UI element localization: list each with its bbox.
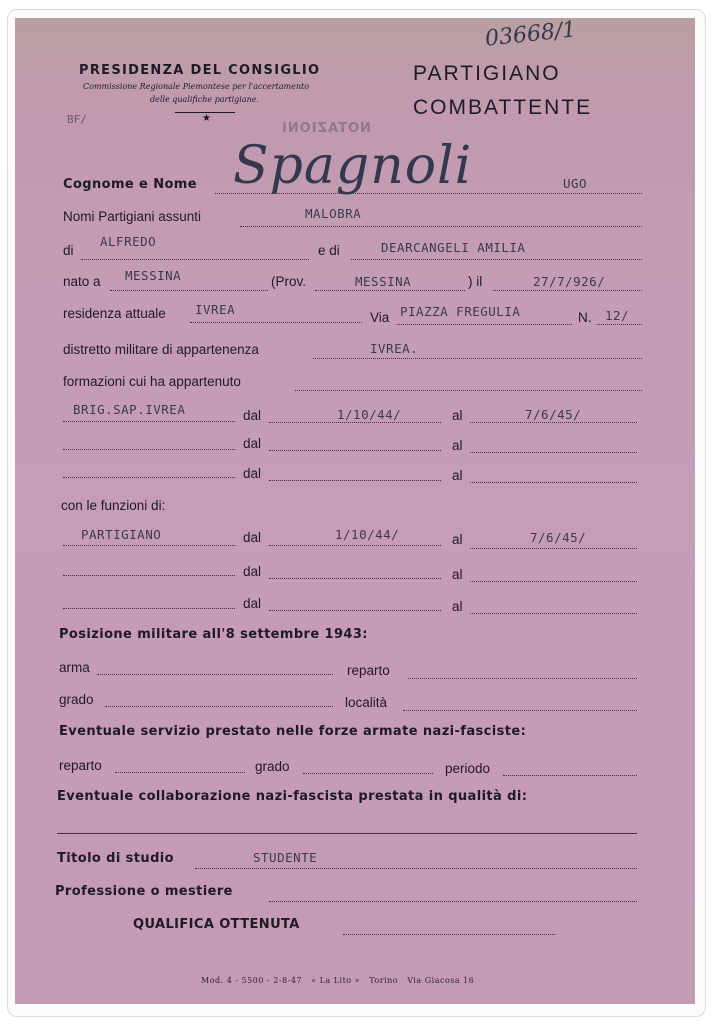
first-name-value: UGO	[563, 176, 588, 191]
qualification-line	[343, 934, 555, 935]
org-commission: Commissione Regionale Piemontese per l'accertamento	[83, 82, 310, 91]
locality-label: località	[345, 695, 388, 710]
function-2-from-label: dal	[243, 564, 262, 579]
rank-line	[105, 706, 333, 707]
function-3-to-line	[470, 613, 637, 614]
functions-label: con le funzioni di:	[61, 498, 166, 513]
street-value: PIAZZA FREGULIA	[400, 304, 521, 319]
card-title-line2: COMBATTENTE	[413, 96, 593, 119]
unit-label: reparto	[347, 663, 390, 678]
footer-printer: « La Lito »	[311, 976, 361, 985]
birthdate-label: ) il	[468, 274, 483, 289]
card-title-line1: PARTIGIANO	[413, 62, 561, 85]
formation-2-from-line	[269, 450, 441, 451]
surname-name-label: Cognome e Nome	[63, 177, 197, 192]
formation-1-value: BRIG.SAP.IVREA	[73, 402, 186, 417]
footer-model	[201, 976, 474, 985]
function-2-from-line	[269, 578, 441, 579]
partisan-names-label: Nomi Partigiani assunti	[63, 209, 202, 224]
surname-value: Spagnoli	[233, 136, 473, 196]
formation-2-from-label: dal	[243, 436, 262, 451]
father-value: ALFREDO	[100, 234, 157, 249]
function-1-to-label: al	[452, 532, 463, 547]
formation-2-to-label: al	[452, 438, 463, 453]
footer-address: Via Giacosa 16	[407, 976, 475, 985]
district-value: IVREA.	[370, 341, 419, 356]
birthdate-value: 27/7/926/	[533, 274, 606, 289]
formation-1-from-label: dal	[243, 408, 262, 423]
service-period-label: periodo	[445, 761, 491, 776]
locality-line	[403, 710, 637, 711]
function-3-line	[63, 608, 235, 609]
formation-2-line	[63, 449, 235, 450]
org-name: PRESIDENZA DEL CONSIGLIO	[79, 63, 321, 78]
number-label: N.	[578, 310, 592, 325]
residence-label: residenza attuale	[63, 306, 166, 321]
function-3-from-label: dal	[243, 596, 262, 611]
service-unit-line	[115, 772, 245, 773]
study-title-value: STUDENTE	[253, 850, 318, 865]
function-1-from-label: dal	[243, 530, 262, 545]
formation-1-from-line	[269, 422, 441, 423]
mother-line	[351, 259, 642, 260]
number-value: 12/	[605, 308, 630, 323]
formation-3-from-label: dal	[243, 466, 262, 481]
function-3-from-line	[269, 610, 441, 611]
function-3-to-label: al	[452, 599, 463, 614]
serial-number: 03668/1	[483, 17, 578, 52]
qualification-label: QUALIFICA OTTENUTA	[133, 917, 300, 932]
father-label: di	[63, 243, 74, 258]
formation-3-line	[63, 477, 235, 478]
study-title-line	[195, 868, 637, 869]
arm-label: arma	[59, 660, 90, 675]
collaboration-label: Eventuale collaborazione nazi-fascista prestata in qualità di:	[57, 789, 528, 804]
partisan-names-line	[240, 226, 642, 227]
function-1-to-value: 7/6/45/	[530, 530, 587, 545]
mother-value: DEARCANGELI AMILIA	[381, 240, 526, 255]
street-line	[397, 324, 572, 325]
profession-label: Professione o mestiere	[55, 884, 233, 899]
residence-value: IVREA	[195, 302, 236, 317]
function-1-from-value: 1/10/44/	[335, 527, 400, 542]
partisan-card	[15, 18, 695, 1004]
function-1-value: PARTIGIANO	[81, 527, 162, 542]
service-rank-line	[303, 773, 433, 774]
district-label: distretto militare di appartenenza	[63, 342, 259, 357]
collaboration-line	[57, 833, 637, 834]
birthdate-line	[493, 290, 642, 291]
service-period-line	[503, 775, 637, 776]
partisan-name-value: MALOBRA	[305, 206, 362, 221]
footer-mod: Mod. 4 - 5500 - 2-8-47	[201, 976, 303, 985]
formation-1-to-label: al	[452, 408, 463, 423]
service-unit-label: reparto	[59, 758, 102, 773]
number-line	[597, 324, 642, 325]
born-line	[110, 290, 268, 291]
formation-3-to-line	[470, 482, 637, 483]
formation-3-from-line	[269, 480, 441, 481]
formations-line	[295, 390, 642, 391]
formations-label: formazioni cui ha appartenuto	[63, 374, 241, 389]
father-line	[81, 259, 309, 260]
ref-code: BF/	[67, 113, 87, 126]
province-label: (Prov.	[271, 274, 307, 289]
province-value: MESSINA	[355, 274, 412, 289]
street-label: Via	[370, 310, 390, 325]
bleed-through-text: NOTAZIONI	[281, 121, 371, 136]
profession-line	[269, 901, 637, 902]
footer-city: Torino	[369, 976, 399, 985]
function-2-line	[63, 575, 235, 576]
function-1-to-line	[470, 548, 637, 549]
formation-1-to-line	[470, 422, 637, 423]
formation-2-to-line	[470, 452, 637, 453]
formation-1-to-value: 7/6/45/	[525, 407, 582, 422]
formation-1-from-value: 1/10/44/	[337, 407, 402, 422]
born-label: nato a	[63, 274, 101, 289]
formation-3-to-label: al	[452, 468, 463, 483]
function-1-from-line	[269, 545, 441, 546]
formation-1-line	[63, 421, 235, 422]
province-line	[315, 290, 465, 291]
study-title-label: Titolo di studio	[57, 851, 174, 866]
function-2-to-line	[470, 581, 637, 582]
star-icon: ★	[202, 113, 211, 124]
service-rank-label: grado	[255, 759, 290, 774]
residence-line	[190, 322, 362, 323]
military-position-label: Posizione militare all'8 settembre 1943:	[59, 627, 368, 642]
function-1-line	[63, 545, 235, 546]
rank-label: grado	[59, 692, 94, 707]
mother-label: e di	[318, 243, 340, 258]
born-value: MESSINA	[125, 268, 182, 283]
org-commission-line2: delle qualifiche partigiane.	[150, 95, 260, 104]
unit-line	[408, 678, 637, 679]
district-line	[313, 358, 642, 359]
function-2-to-label: al	[452, 567, 463, 582]
service-label: Eventuale servizio prestato nelle forze armate nazi-fasciste:	[59, 724, 527, 739]
arm-line	[97, 674, 333, 675]
